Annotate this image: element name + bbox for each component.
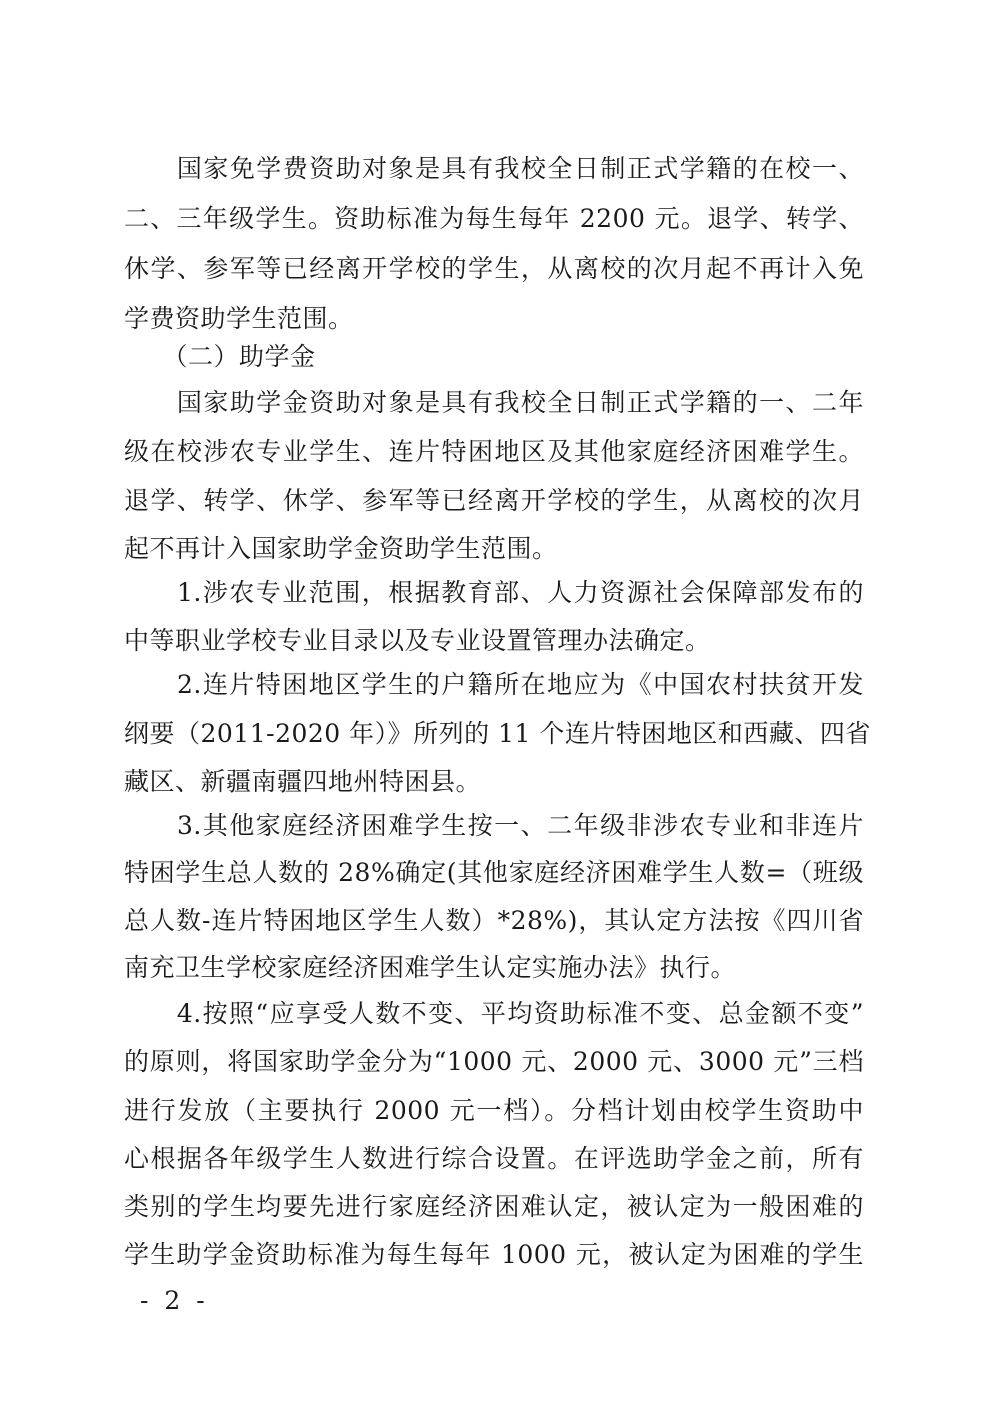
paragraph-line: 退学、转学、休学、参军等已经离开学校的学生，从离校的次月 <box>124 486 864 515</box>
list-item-line: 藏区、新疆南疆四地州特困县。 <box>124 767 482 796</box>
paragraph-line: 级在校涉农专业学生、连片特困地区及其他家庭经济困难学生。 <box>124 437 864 466</box>
page-number: - 2 - <box>140 1286 209 1315</box>
list-item-line: 4.按照“应享受人数不变、平均资助标准不变、总金额不变” <box>124 999 864 1028</box>
list-item-line: 3.其他家庭经济困难学生按一、二年级非涉农专业和非连片 <box>124 811 864 840</box>
paragraph-line: 二、三年级学生。资助标准为每生每年 2200 元。退学、转学、 <box>124 204 864 233</box>
list-item-line: 纲要（2011-2020 年）》所列的 11 个连片特困地区和西藏、四省 <box>124 719 871 748</box>
list-item-line: 中等职业学校专业目录以及专业设置管理办法确定。 <box>124 626 711 655</box>
list-item-line: 南充卫生学校家庭经济困难学生认定实施办法》执行。 <box>124 953 737 982</box>
list-item-line: 2.连片特困地区学生的户籍所在地应为《中国农村扶贫开发 <box>124 670 864 699</box>
list-item-line: 进行发放（主要执行 2000 元一档）。分档计划由校学生资助中 <box>124 1096 864 1125</box>
paragraph-line: 休学、参军等已经离开学校的学生，从离校的次月起不再计入免 <box>124 254 864 283</box>
section-heading: （二）助学金 <box>124 342 316 371</box>
list-item-line: 学生助学金资助标准为每生每年 1000 元，被认定为困难的学生 <box>124 1240 864 1269</box>
list-item-line: 1.涉农专业范围，根据教育部、人力资源社会保障部发布的 <box>124 578 864 607</box>
paragraph-line: 起不再计入国家助学金资助学生范围。 <box>124 534 558 563</box>
list-item-line: 总人数-连片特困地区学生人数）*28%)，其认定方法按《四川省 <box>124 906 864 935</box>
list-item-line: 特困学生总人数的 28%确定(其他家庭经济困难学生人数=（班级 <box>124 858 864 887</box>
list-item-line: 类别的学生均要先进行家庭经济困难认定，被认定为一般困难的 <box>124 1192 864 1221</box>
paragraph-line: 国家助学金资助对象是具有我校全日制正式学籍的一、二年 <box>124 388 864 417</box>
paragraph-line: 学费资助学生范围。 <box>124 304 354 333</box>
paragraph-line: 国家免学费资助对象是具有我校全日制正式学籍的在校一、 <box>124 154 864 183</box>
list-item-line: 心根据各年级学生人数进行综合设置。在评选助学金之前，所有 <box>124 1144 864 1173</box>
list-item-line: 的原则，将国家助学金分为“1000 元、2000 元、3000 元”三档 <box>124 1047 864 1076</box>
